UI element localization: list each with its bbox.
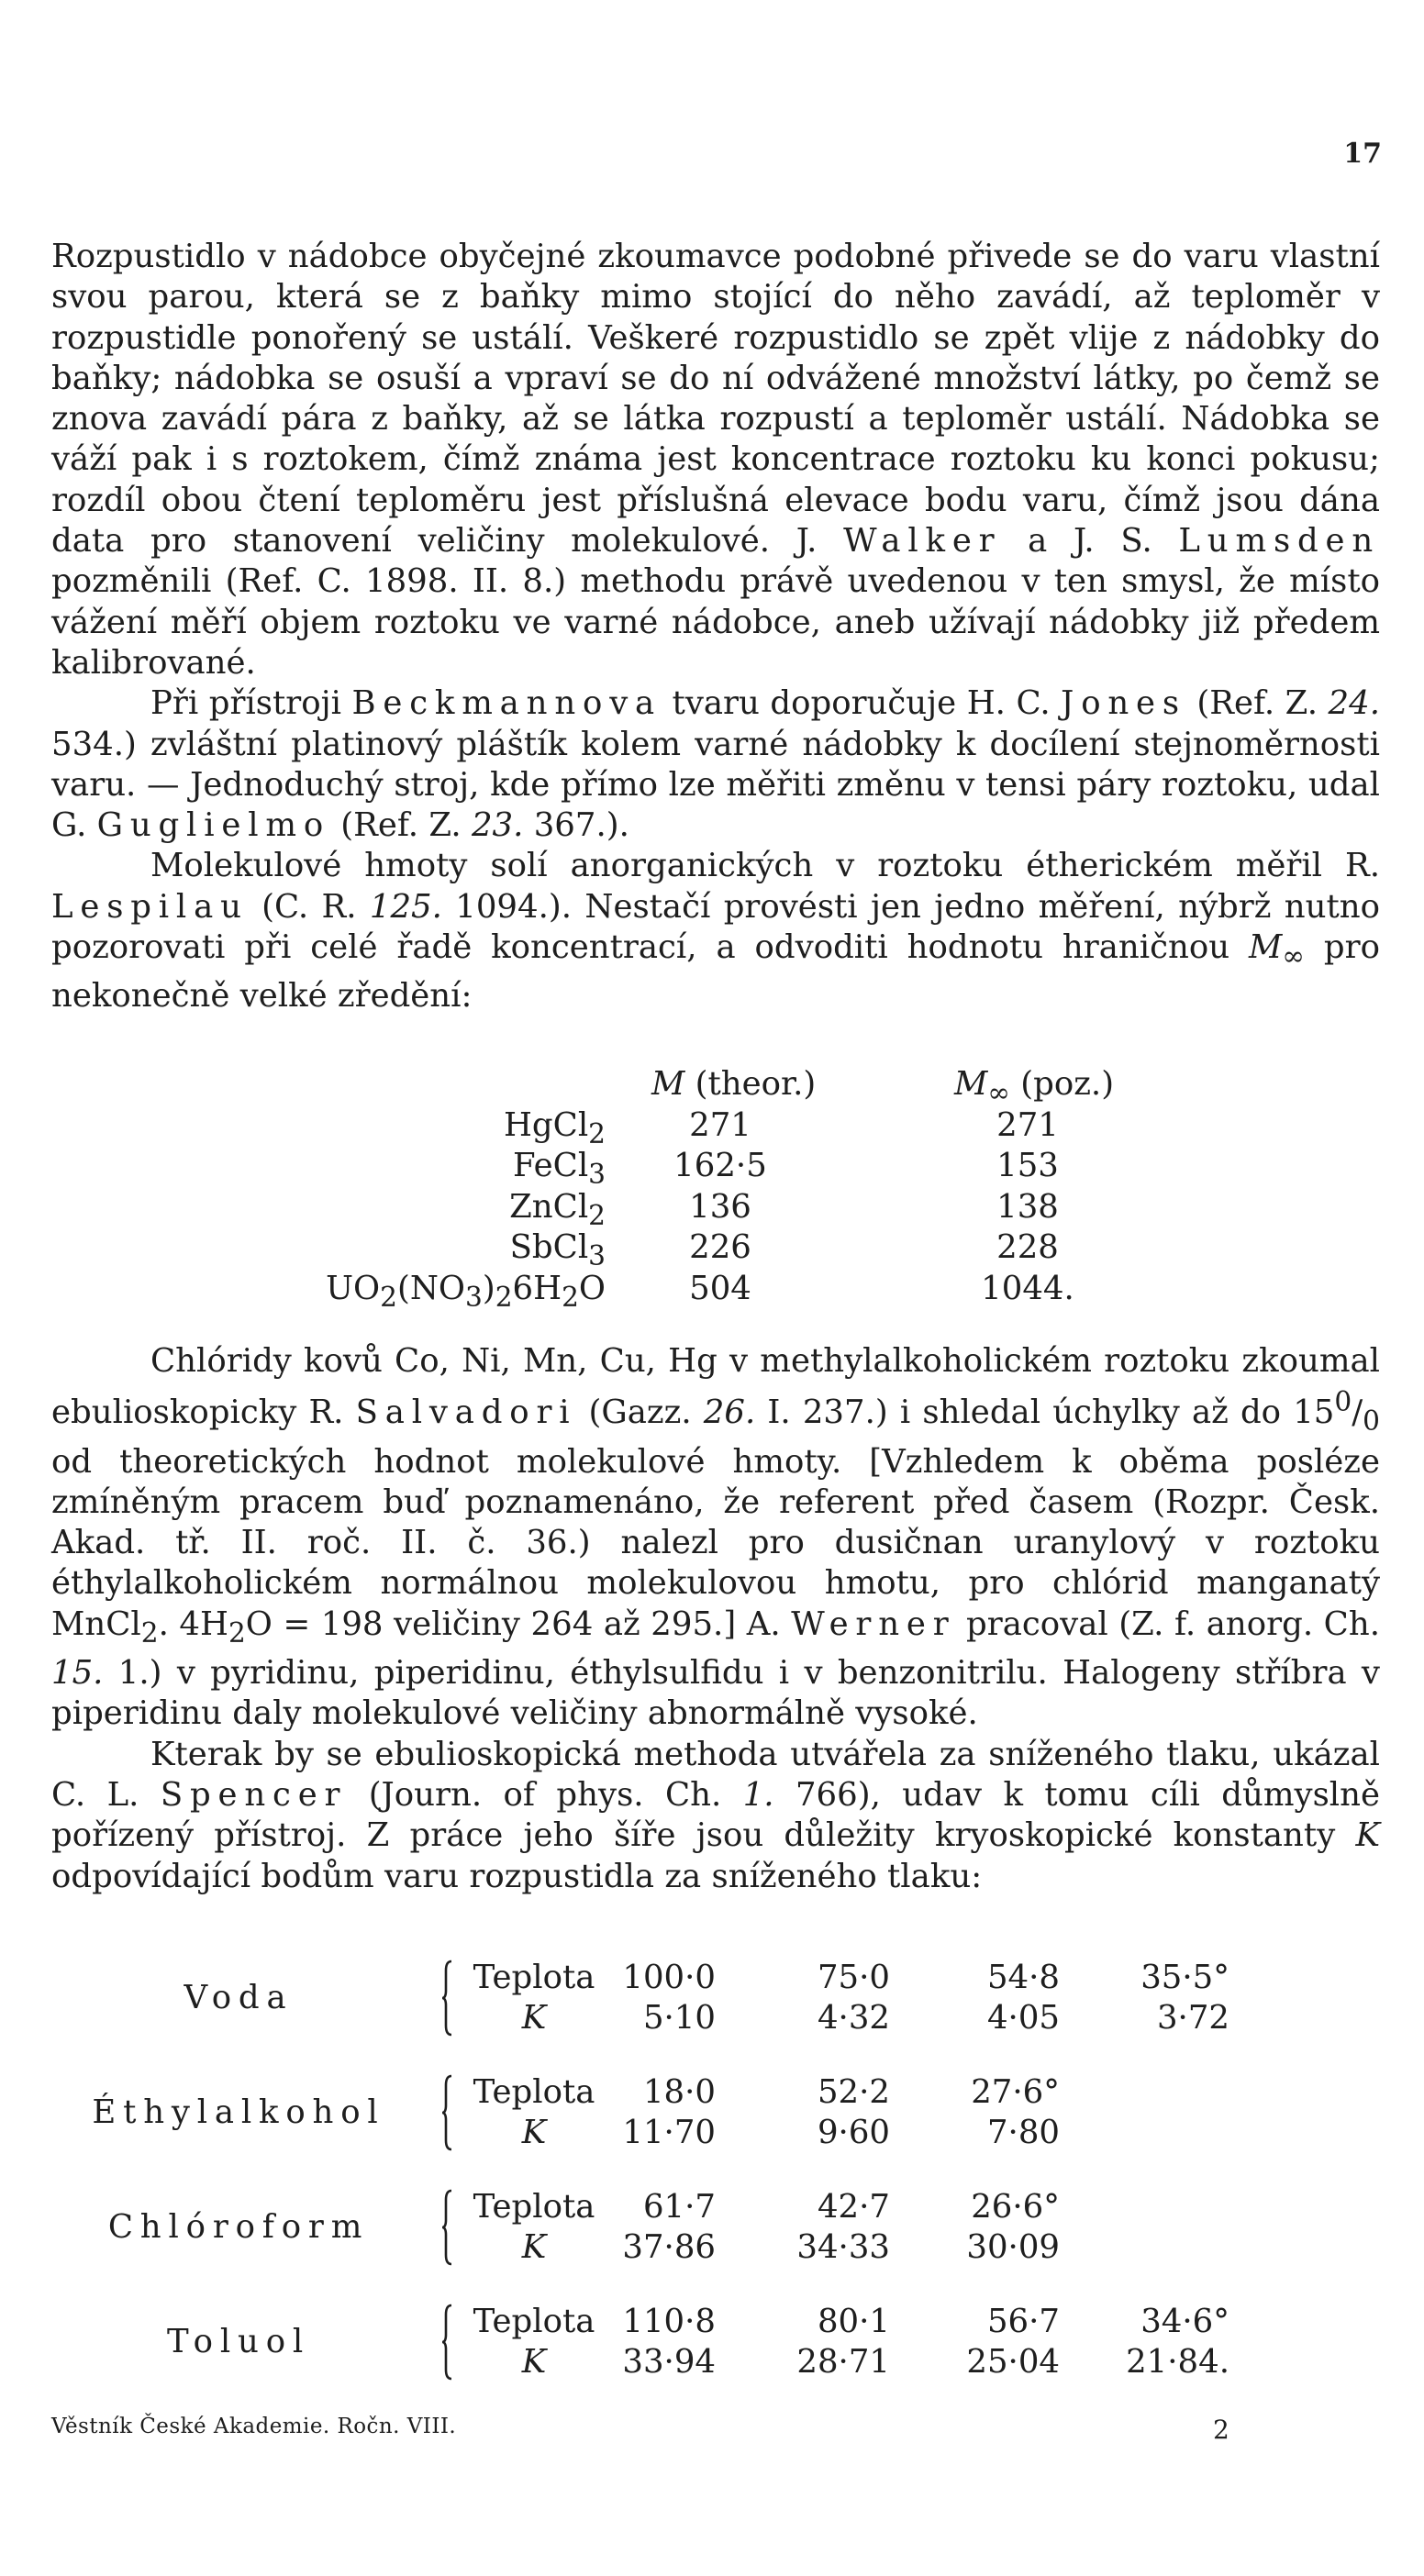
paragraph-text: (Journ. of phys. Ch. bbox=[347, 1775, 743, 1814]
observed-value: 138 bbox=[996, 1187, 1059, 1226]
header-theoretical bbox=[651, 1064, 817, 1105]
paragraph-text: Kterak by se ebulioskopická methoda utvářela za sníženého tlaku, ukázal C. L. bbox=[51, 1735, 1380, 1814]
temperature-row bbox=[55, 1958, 1367, 1998]
paragraph-text: pro nekonečně velké zředění: bbox=[51, 928, 1380, 1016]
temperature-value: 56·7 bbox=[986, 2303, 1060, 2340]
signature-mark: 2 bbox=[1213, 2415, 1229, 2445]
constant-value: 4·32 bbox=[817, 1999, 890, 2037]
math-subscript: ∞ bbox=[987, 1077, 1010, 1109]
paragraph-text: (Ref. Z. bbox=[1185, 684, 1329, 723]
theoretical-value: 162·5 bbox=[673, 1147, 767, 1184]
formula-subscript: 2 bbox=[562, 1281, 579, 1313]
solvent-group-toluol bbox=[55, 2302, 1367, 2416]
observed-value: 271 bbox=[996, 1105, 1059, 1144]
page-number: 17 bbox=[1343, 138, 1382, 170]
paragraph-text: 367.). bbox=[523, 806, 629, 845]
paragraph-text: odpovídající bodům varu rozpustidla za sníženého tlaku: bbox=[51, 1857, 983, 1895]
paragraph-text: pracoval (Z. f. anorg. Ch. bbox=[955, 1604, 1380, 1643]
constant-value: 7·80 bbox=[986, 2114, 1060, 2151]
volume-number: 1. bbox=[742, 1775, 774, 1814]
math-symbol: M bbox=[954, 1065, 988, 1103]
paragraph-text: 766), udav k tomu cíli důmyslně pořízený přístroj. Z práce jeho šíře jsou důležity kryoskopické konstanty bbox=[51, 1775, 1381, 1855]
formula-subscript: 2 bbox=[495, 1281, 513, 1313]
paragraph-text: O = 198 veličiny 264 až 295.] A. bbox=[245, 1604, 792, 1643]
constant-value: 33·94 bbox=[622, 2343, 716, 2381]
formula-part: ) bbox=[482, 1269, 495, 1307]
constant-value: 5·10 bbox=[642, 1999, 716, 2037]
paragraph-text: a J. S. bbox=[1001, 522, 1179, 561]
paragraph-text: . 4H bbox=[158, 1604, 228, 1643]
theoretical-value: 271 bbox=[689, 1105, 751, 1144]
solvent-group-ethylalkohol bbox=[55, 2072, 1367, 2187]
table-row bbox=[229, 1269, 1202, 1313]
temperature-value: 54·8 bbox=[986, 1959, 1060, 1996]
author-name: Werner bbox=[791, 1604, 956, 1643]
row-label: Teplota bbox=[473, 1959, 595, 1996]
author-name: Walker bbox=[843, 522, 1002, 561]
constant-value: 11·70 bbox=[622, 2114, 716, 2151]
constants-table bbox=[55, 1958, 1367, 2416]
math-symbol: K bbox=[1355, 1816, 1380, 1855]
formula-part: (NO bbox=[396, 1269, 465, 1307]
temperature-value: 80·1 bbox=[817, 2303, 890, 2340]
temperature-value: 110·8 bbox=[622, 2303, 716, 2340]
paragraph-beckmann bbox=[51, 683, 1380, 846]
paragraph-text: (C. R. bbox=[248, 887, 370, 926]
formula-subscript: 3 bbox=[588, 1240, 606, 1272]
row-label: Teplota bbox=[473, 2073, 595, 2111]
paragraph-text: (Gazz. bbox=[576, 1393, 704, 1432]
observed-value: 1044. bbox=[981, 1269, 1074, 1307]
constant-value: 34·33 bbox=[796, 2228, 890, 2266]
temperature-value: 42·7 bbox=[817, 2188, 890, 2226]
percent-superscript: 0 bbox=[1334, 1386, 1352, 1418]
constant-row bbox=[55, 1998, 1367, 2038]
formula-subscript: 2 bbox=[380, 1281, 397, 1313]
table-row bbox=[229, 1146, 1202, 1191]
formula-subscript: 2 bbox=[228, 1616, 246, 1649]
author-name: Salvadori bbox=[355, 1393, 577, 1432]
solvent-name: Toluol bbox=[166, 2323, 311, 2360]
math-symbol: M bbox=[1249, 928, 1283, 967]
row-label: Teplota bbox=[473, 2188, 595, 2226]
author-name: Spencer bbox=[160, 1775, 348, 1814]
paragraph-text: (Ref. Z. bbox=[330, 806, 472, 845]
theoretical-value: 136 bbox=[689, 1187, 751, 1226]
formula-subscript: 2 bbox=[140, 1616, 159, 1649]
solvent-group-chloroform bbox=[55, 2187, 1367, 2302]
row-label: K bbox=[521, 2228, 547, 2266]
formula-part: ZnCl bbox=[509, 1187, 589, 1226]
author-name: Beckmannova bbox=[351, 684, 662, 723]
journal-footer: Věstník České Akademie. Ročn. VIII. bbox=[51, 2415, 457, 2438]
author-name: Lespilau bbox=[51, 887, 249, 926]
row-label: Teplota bbox=[473, 2303, 595, 2340]
paragraph-apparatus bbox=[51, 237, 1380, 683]
formula-part: UO bbox=[326, 1269, 381, 1307]
header-label: (poz.) bbox=[1010, 1065, 1115, 1103]
math-symbol: M bbox=[651, 1065, 685, 1103]
chlorides-section bbox=[51, 1341, 1380, 1897]
author-name: Jones bbox=[1061, 684, 1186, 723]
table-row bbox=[229, 1105, 1202, 1147]
formula-part: 6H bbox=[512, 1269, 562, 1307]
paragraph-lespilau bbox=[51, 846, 1380, 1016]
formula-subscript: 3 bbox=[588, 1159, 606, 1191]
formula-part: SbCl bbox=[509, 1228, 589, 1266]
paragraph-text: Při přístroji bbox=[150, 684, 352, 723]
temperature-value: 75·0 bbox=[817, 1959, 890, 1996]
author-name: Lumsden bbox=[1178, 522, 1381, 561]
volume-number: 26. bbox=[703, 1393, 756, 1432]
constant-row bbox=[55, 2227, 1367, 2268]
constant-value: 9·60 bbox=[817, 2114, 890, 2151]
table-row bbox=[229, 1227, 1202, 1272]
solvent-name: Éthylalkohol bbox=[92, 2093, 385, 2131]
constant-value: 21·84. bbox=[1126, 2343, 1229, 2381]
row-label: K bbox=[521, 1999, 547, 2037]
table-header-row bbox=[229, 1064, 1202, 1109]
constant-value: 3·72 bbox=[1156, 1999, 1229, 2037]
paragraph-text: pozměnili (Ref. C. 1898. II. 8.) methodu právě uvedenou v ten smysl, že místo vážení měří objem roztoku ve varné nádobce, aneb užívají nádobky již předem kalibrované. bbox=[51, 562, 1380, 682]
compound-formula bbox=[326, 1269, 606, 1318]
solvent-name: Voda bbox=[184, 1979, 294, 2016]
constant-value: 25·04 bbox=[966, 2343, 1060, 2381]
temperature-value: 52·2 bbox=[817, 2073, 890, 2111]
constant-row bbox=[55, 2342, 1367, 2382]
paragraph-text: Chlóridy kovů Co, Ni, Mn, Cu, Hg v methylalkoholickém roztoku zkoumal ebulioskopicky R. bbox=[51, 1342, 1380, 1432]
theoretical-value: 226 bbox=[689, 1228, 751, 1266]
constant-value: 4·05 bbox=[986, 1999, 1060, 2037]
constant-value: 37·86 bbox=[622, 2228, 716, 2266]
molecular-weight-table bbox=[229, 1064, 1202, 1313]
paragraph-text: tvaru doporučuje H. C. bbox=[662, 684, 1062, 723]
volume-number: 125. bbox=[369, 887, 442, 926]
header-label: (theor.) bbox=[684, 1065, 817, 1103]
formula-part: HgCl bbox=[503, 1105, 589, 1144]
temperature-row bbox=[55, 2072, 1367, 2113]
intro-section bbox=[51, 237, 1380, 1017]
percent-subscript: 0 bbox=[1363, 1405, 1380, 1438]
observed-value: 228 bbox=[996, 1228, 1059, 1266]
temperature-row bbox=[55, 2187, 1367, 2227]
formula-subscript: 3 bbox=[465, 1281, 483, 1313]
temperature-value: 27·6° bbox=[971, 2073, 1060, 2111]
paragraph-text: 1094.). Nestačí provésti jen jedno měření, nýbrž nutno pozorovati při celé řadě koncentrací, a odvoditi hodnotu hraničnou bbox=[51, 887, 1380, 967]
percent-slash: / bbox=[1352, 1393, 1363, 1432]
temperature-value: 26·6° bbox=[971, 2188, 1060, 2226]
temperature-value: 34·6° bbox=[1140, 2303, 1229, 2340]
volume-number: 24. bbox=[1328, 684, 1380, 723]
paragraph-spencer bbox=[51, 1735, 1380, 1897]
temperature-value: 18·0 bbox=[642, 2073, 716, 2111]
paragraph-text: 534.) zvláštní platinový pláštík kolem varné nádobky k docílení stejnoměrnosti varu. — Jednoduchý stroj, kde přímo lze měřiti změnu v tensi páry roztoku, udal G. bbox=[51, 725, 1380, 845]
formula-part: O bbox=[578, 1269, 606, 1307]
temperature-value: 61·7 bbox=[642, 2188, 716, 2226]
paragraph-text: od theoretických hodnot molekulové hmoty. [Vzhledem k oběma posléze zmíněným pracem buď poznamenáno, že referent před časem (Rozpr. Česk. Akad. tř. II. roč. II. č. 36.) nalezl pro dusičnan uranylový v roztoku éthylalkoholickém normálnou molekulovou hmotu, pro chlórid manganatý MnCl bbox=[51, 1442, 1380, 1643]
temperature-row bbox=[55, 2302, 1367, 2342]
constant-row bbox=[55, 2113, 1367, 2153]
observed-value: 153 bbox=[996, 1147, 1059, 1184]
solvent-name: Chlóroform bbox=[107, 2208, 370, 2246]
paragraph-text: I. 237.) i shledal úchylky až do 15 bbox=[755, 1393, 1335, 1432]
paragraph-text: 1.) v pyridinu, piperidinu, éthylsulfidu i v benzonitrilu. Halogeny stříbra v piperidinu daly molekulové veličiny abnormálně vysoké. bbox=[51, 1654, 1380, 1733]
paragraph-text: Molekulové hmoty solí anorganických v roztoku étherickém měřil R. bbox=[150, 847, 1380, 885]
table-row bbox=[229, 1187, 1202, 1231]
volume-number: 23. bbox=[471, 806, 524, 845]
paragraph-salvadori bbox=[51, 1341, 1380, 1735]
author-name: Guglielmo bbox=[96, 806, 331, 845]
formula-part: FeCl bbox=[512, 1147, 589, 1184]
temperature-value: 100·0 bbox=[622, 1959, 716, 1996]
temperature-value: 35·5° bbox=[1140, 1959, 1229, 1996]
constant-value: 30·09 bbox=[966, 2228, 1060, 2266]
formula-subscript: 2 bbox=[588, 1117, 606, 1149]
math-subscript: ∞ bbox=[1282, 940, 1306, 972]
solvent-group-voda bbox=[55, 1958, 1367, 2072]
paragraph-text: Rozpustidlo v nádobce obyčejné zkoumavce podobné přivede se do varu vlastní svou parou, která se z baňky mimo stojící do něho zavádí, až teploměr v rozpustidle ponořený se ustálí. Veškeré rozpustidlo se zpět vlije z nádobky do baňky; nádobka se osuší a vpraví se do ní odvážené množství látky, po čemž se znova zavádí pára z baňky, až se látka rozpustí a teploměr ustálí. Nádobka se váží pak i s roztokem, čímž známa jest koncentrace roztoku ku konci pokusu; rozdíl obou čtení teploměru jest příslušná elevace bodu varu, čímž jsou dána data pro stanovení veličiny molekulové. J. bbox=[51, 238, 1380, 561]
formula-subscript: 2 bbox=[588, 1199, 606, 1231]
constant-value: 28·71 bbox=[796, 2343, 890, 2381]
theoretical-value: 504 bbox=[689, 1269, 751, 1307]
row-label: K bbox=[521, 2343, 547, 2381]
volume-number: 15. bbox=[51, 1654, 104, 1693]
row-label: K bbox=[521, 2114, 547, 2151]
